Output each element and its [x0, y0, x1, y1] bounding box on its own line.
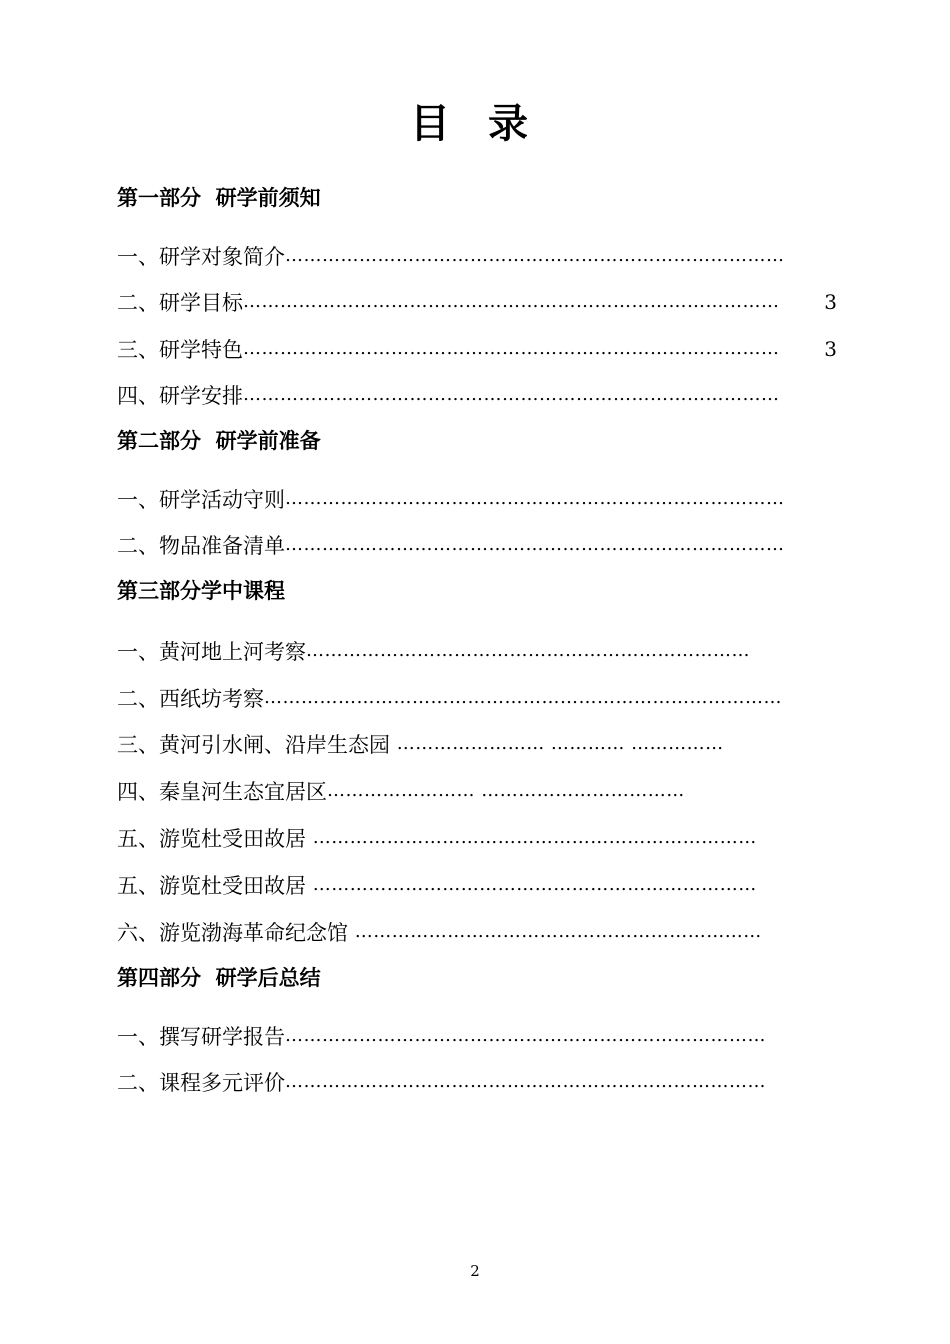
toc-entry[interactable]: [117, 241, 827, 271]
toc-entry-label: 一、黄河地上河考察: [117, 640, 306, 664]
section-heading: 第四部分 研学后总结: [117, 966, 321, 990]
toc-dot-leader: ……………………………………………………………………………: [243, 338, 780, 359]
toc-dot-leader: ………………………………………………………………: [306, 640, 750, 661]
toc-entry-label: 二、研学目标: [117, 291, 243, 315]
toc-dot-leader: …………………… ………… ……………: [396, 733, 724, 754]
toc-entry[interactable]: [117, 484, 827, 514]
toc-dot-leader: ………………………………………………………………: [312, 874, 757, 895]
toc-dot-leader: ………………………………………………………………………: [285, 488, 785, 509]
toc-entry-label: 三、黄河引水闸、沿岸生态园: [117, 733, 397, 757]
section-heading: 第二部分 研学前准备: [117, 429, 321, 453]
toc-entry[interactable]: [117, 636, 802, 666]
toc-entry[interactable]: [117, 334, 837, 364]
toc-entry-label: 四、秦皇河生态宜居区: [117, 780, 327, 804]
page-title: 目 录: [410, 101, 540, 147]
toc-entry-label: 一、撰写研学报告: [117, 1025, 285, 1049]
toc-entry[interactable]: [117, 823, 797, 853]
toc-entry-label: 二、物品准备清单: [117, 534, 285, 558]
toc-dot-leader: ……………………………………………………………………: [285, 1025, 766, 1046]
toc-entry[interactable]: [117, 1021, 810, 1051]
toc-entry[interactable]: [117, 380, 827, 410]
toc-dot-leader: ……………………………………………………………………………: [243, 384, 780, 405]
toc-page-number: 3: [824, 337, 837, 361]
toc-entry-label: 一、研学活动守则: [117, 488, 285, 512]
toc-dot-leader: …………………………………………………………………………: [264, 687, 782, 708]
page-number: 2: [470, 1262, 480, 1280]
toc-entry-label: 二、西纸坊考察: [117, 687, 264, 711]
toc-entry[interactable]: [117, 683, 807, 713]
toc-entry-label: 六、游览渤海革命纪念馆: [117, 921, 355, 945]
toc-entry-label: 五、游览杜受田故居: [117, 827, 313, 851]
section-heading: 第三部分学中课程: [117, 579, 285, 603]
toc-dot-leader: ………………………………………………………………………: [285, 534, 785, 555]
toc-dot-leader: ……………………………………………………………………………: [243, 291, 780, 312]
toc-entry[interactable]: [117, 530, 827, 560]
toc-dot-leader: …………………………………………………………: [354, 921, 762, 942]
toc-dot-leader: ………………………………………………………………………: [285, 245, 785, 266]
toc-entry[interactable]: [117, 1067, 810, 1097]
toc-entry[interactable]: [117, 917, 797, 947]
toc-page-number: 3: [824, 290, 837, 314]
toc-entry[interactable]: [117, 776, 797, 806]
toc-dot-leader: …………………… ……………………………: [327, 780, 685, 801]
toc-entry-label: 二、课程多元评价: [117, 1071, 285, 1095]
toc-entry[interactable]: [117, 729, 797, 759]
toc-entry-label: 五、游览杜受田故居: [117, 874, 313, 898]
toc-entry[interactable]: [117, 287, 837, 317]
toc-entry-label: 四、研学安排: [117, 384, 243, 408]
toc-entry-label: 三、研学特色: [117, 338, 243, 362]
toc-dot-leader: ……………………………………………………………………: [285, 1071, 766, 1092]
toc-entry-label: 一、研学对象简介: [117, 245, 285, 269]
toc-entry[interactable]: [117, 870, 797, 900]
section-heading: 第一部分 研学前须知: [117, 186, 321, 210]
toc-dot-leader: ………………………………………………………………: [312, 827, 757, 848]
